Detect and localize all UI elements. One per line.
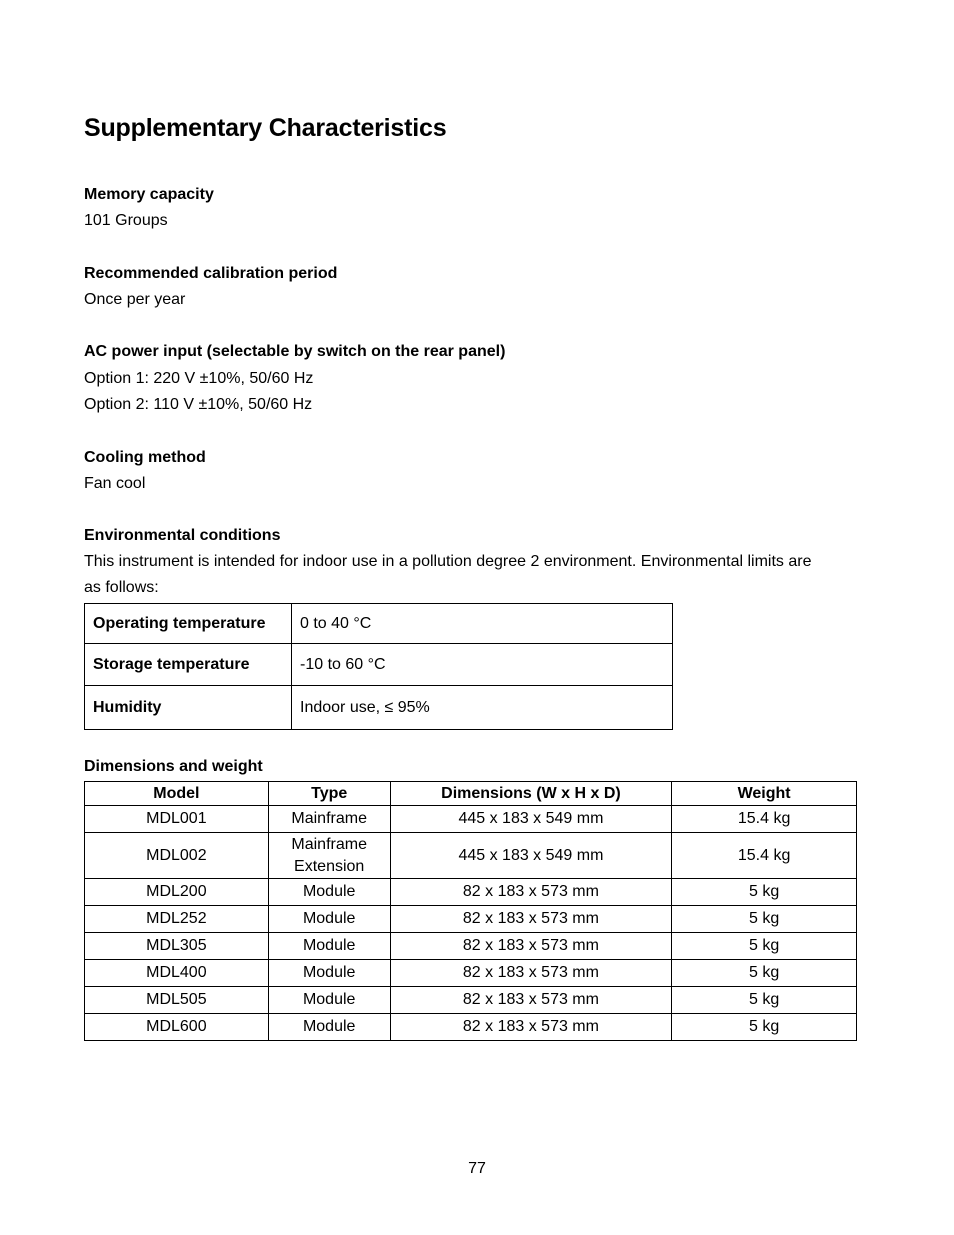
model-cell: MDL001	[85, 806, 269, 833]
weight-cell: 5 kg	[672, 879, 857, 906]
type-cell: Module	[268, 933, 390, 960]
cooling-value: Fan cool	[84, 475, 146, 492]
weight-cell: 15.4 kg	[672, 806, 857, 833]
column-header-weight: Weight	[672, 782, 857, 806]
page-number: 77	[468, 1160, 486, 1177]
dimensions-cell: 82 x 183 x 573 mm	[390, 933, 672, 960]
environment-value: 0 to 40 °C	[292, 604, 673, 644]
table-row	[85, 806, 857, 833]
environment-label: Storage temperature	[85, 644, 292, 686]
table-row	[85, 987, 857, 1014]
environment-label: Humidity	[85, 686, 292, 730]
environment-value: Indoor use, ≤ 95%	[292, 686, 673, 730]
model-cell: MDL305	[85, 933, 269, 960]
environment-heading: Environmental conditions	[84, 527, 281, 544]
type-cell: Module	[268, 879, 390, 906]
table-row	[85, 933, 857, 960]
type-cell: Mainframe	[268, 806, 390, 833]
type-cell: Mainframe Extension	[268, 833, 390, 879]
type-cell: Module	[268, 906, 390, 933]
model-cell: MDL400	[85, 960, 269, 987]
cooling-heading: Cooling method	[84, 449, 206, 466]
table-row	[85, 960, 857, 987]
dimensions-header-row	[85, 782, 857, 806]
column-header-type: Type	[268, 782, 390, 806]
ac-power-option-1: Option 1: 220 V ±10%, 50/60 Hz	[84, 370, 314, 387]
weight-cell: 15.4 kg	[672, 833, 857, 879]
model-cell: MDL600	[85, 1014, 269, 1041]
calibration-value: Once per year	[84, 291, 186, 308]
weight-cell: 5 kg	[672, 987, 857, 1014]
weight-cell: 5 kg	[672, 906, 857, 933]
environment-row	[85, 644, 673, 686]
calibration-heading: Recommended calibration period	[84, 265, 338, 282]
type-cell: Module	[268, 987, 390, 1014]
weight-cell: 5 kg	[672, 933, 857, 960]
environment-label: Operating temperature	[85, 604, 292, 644]
type-cell: Module	[268, 1014, 390, 1041]
type-cell: Module	[268, 960, 390, 987]
dimensions-cell: 82 x 183 x 573 mm	[390, 906, 672, 933]
table-row	[85, 906, 857, 933]
table-row	[85, 833, 857, 879]
dimensions-cell: 445 x 183 x 549 mm	[390, 806, 672, 833]
model-cell: MDL200	[85, 879, 269, 906]
dimensions-table	[84, 781, 857, 1041]
model-cell: MDL505	[85, 987, 269, 1014]
dimensions-cell: 445 x 183 x 549 mm	[390, 833, 672, 879]
environment-row	[85, 686, 673, 730]
environment-row	[85, 604, 673, 644]
table-row	[85, 879, 857, 906]
dimensions-cell: 82 x 183 x 573 mm	[390, 1014, 672, 1041]
table-row	[85, 1014, 857, 1041]
memory-value: 101 Groups	[84, 212, 168, 229]
dimensions-heading: Dimensions and weight	[84, 758, 263, 775]
weight-cell: 5 kg	[672, 1014, 857, 1041]
environment-value: -10 to 60 °C	[292, 644, 673, 686]
ac-power-heading: AC power input (selectable by switch on the rear panel)	[84, 343, 506, 360]
memory-heading: Memory capacity	[84, 186, 214, 203]
ac-power-option-2: Option 2: 110 V ±10%, 50/60 Hz	[84, 396, 313, 413]
model-cell: MDL002	[85, 833, 269, 879]
model-cell: MDL252	[85, 906, 269, 933]
page-title: Supplementary Characteristics	[84, 114, 447, 142]
environment-table	[84, 603, 673, 730]
weight-cell: 5 kg	[672, 960, 857, 987]
column-header-dimensions: Dimensions (W x H x D)	[390, 782, 672, 806]
column-header-model: Model	[85, 782, 269, 806]
environment-intro: This instrument is intended for indoor use in a pollution degree 2 environment. Environmental limits are as follows:	[84, 553, 812, 596]
dimensions-cell: 82 x 183 x 573 mm	[390, 987, 672, 1014]
dimensions-cell: 82 x 183 x 573 mm	[390, 879, 672, 906]
dimensions-cell: 82 x 183 x 573 mm	[390, 960, 672, 987]
